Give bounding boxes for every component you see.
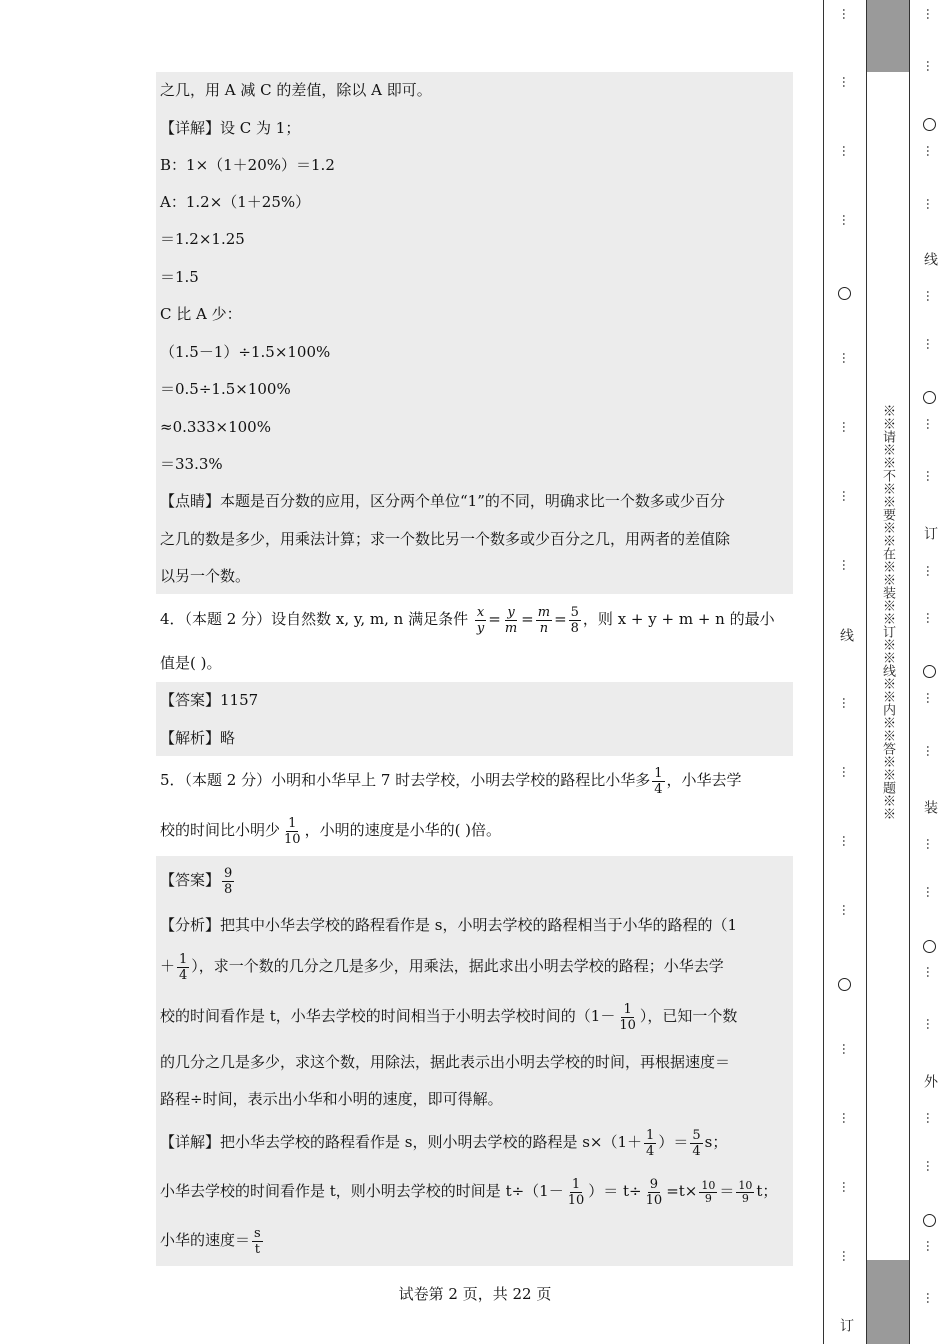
band-border-left — [866, 0, 867, 1344]
q5-detail-frac-s-t: $\frac{s}{t}$ — [254, 1225, 261, 1257]
outer-dots: … — [840, 766, 854, 777]
inner-dots: … — [924, 1112, 938, 1123]
band-warning-text: ※※请※※不※※要※※在※※装※※订※※线※※内※※答※※题※※ — [880, 404, 895, 820]
inner-dots: … — [924, 966, 938, 977]
q3-line-11: ＝33.3% — [160, 455, 223, 473]
outer-dots: … — [840, 904, 854, 915]
q5-detail-line-2: 小华去学校的时间看作是 t，则小明去学校的时间是 t÷（1－ $\frac{1}{10}$ ）＝ t÷ $\frac{9}{10}$ =t× $\frac{10}{9}$ ＝ $\frac{10}{9}$ t； — [160, 1176, 778, 1208]
page-footer: 试卷第 2 页，共 22 页 — [398, 1285, 552, 1303]
inner-dots: … — [924, 565, 938, 576]
q4-analysis: 【解析】略 — [160, 729, 236, 747]
q3-line-4: A：1.2×（1＋25%） — [160, 193, 311, 211]
q3-line-2: 【详解】设 C 为 1； — [160, 119, 301, 137]
inner-dots: … — [924, 1160, 938, 1171]
q5-stem-line-1: 5．（本题 2 分）小明和小华早上 7 时去学校，小明去学校的路程比小华多 $\frac{1}{4}$ ，小华去学 — [160, 765, 742, 797]
inner-dots: … — [924, 1240, 938, 1251]
q5-answer-frac: $\frac{9}{8}$ — [224, 865, 233, 897]
q5-frac-1-10: $\frac{1}{10}$ — [284, 815, 301, 847]
outer-ding-label: 订 — [838, 1318, 854, 1332]
inner-circle-mark — [923, 1214, 936, 1227]
outer-xian-label: 线 — [838, 628, 854, 642]
inner-dots: … — [924, 1292, 938, 1303]
inner-xian-label: 线 — [922, 252, 938, 266]
q5-detail-frac-1-4: $\frac{1}{4}$ — [646, 1127, 655, 1159]
q5-analysis-line-4: 的几分之几是多少，求这个数，用除法，据此表示出小明去学校的时间，再根据速度＝ — [160, 1053, 731, 1071]
inner-circle-mark — [923, 665, 936, 678]
q5-analysis-line-5: 路程÷时间，表示出小华和小明的速度，即可得解。 — [160, 1090, 503, 1108]
q4-frac-m-n: $\frac{m}{n}$ — [537, 604, 551, 636]
q4-frac-5-8: $\frac{5}{8}$ — [570, 604, 579, 636]
q5-analysis-line-1: 【分析】把其中小华去学校的路程看作是 s，小明去学校的路程相当于小华的路程的（1 — [160, 916, 738, 934]
inner-dots: … — [924, 838, 938, 849]
outer-border-left — [823, 0, 824, 1344]
q5-detail-line-1: 【详解】把小华去学校的路程看作是 s，则小明去学校的路程是 s×（1＋ $\frac{1}{4}$ ）＝ $\frac{5}{4}$ s； — [160, 1127, 728, 1159]
q3-line-10: ≈0.333×100% — [160, 418, 271, 436]
q3-line-9: ＝0.5÷1.5×100% — [160, 380, 291, 398]
inner-circle-mark — [923, 118, 936, 131]
outer-dots: … — [840, 490, 854, 501]
q5-analysis-frac-1-4: $\frac{1}{4}$ — [179, 951, 188, 983]
outer-dots: … — [840, 835, 854, 846]
q5-analysis-frac-1-10: $\frac{1}{10}$ — [619, 1001, 636, 1033]
q3-line-5: ＝1.2×1.25 — [160, 230, 245, 248]
q5-answer: 【答案】 $\frac{9}{8}$ — [160, 865, 233, 897]
q3-line-14: 以另一个数。 — [160, 567, 251, 585]
q3-line-7: C 比 A 少： — [160, 305, 242, 323]
outer-dots: … — [840, 1181, 854, 1192]
outer-dots: … — [840, 1043, 854, 1054]
q5-detail-frac-5-4: $\frac{5}{4}$ — [692, 1127, 701, 1159]
outer-dots: … — [840, 76, 854, 87]
q5-frac-1-4: $\frac{1}{4}$ — [654, 765, 663, 797]
outer-dots: … — [840, 421, 854, 432]
outer-dots: … — [840, 352, 854, 363]
outer-dots: … — [840, 559, 854, 570]
inner-zhuang-label: 装 — [922, 800, 938, 814]
inner-dots: … — [924, 338, 938, 349]
q3-line-6: ＝1.5 — [160, 268, 199, 286]
q3-line-12: 【点睛】本题是百分数的应用，区分两个单位“1”的不同，明确求比一个数多或少百分 — [160, 492, 725, 510]
q5-detail-frac-10-9-a: $\frac{10}{9}$ — [701, 1178, 716, 1205]
q5-detail-line-3: 小华的速度＝ $\frac{s}{t}$ — [160, 1225, 261, 1257]
q3-line-3: B：1×（1＋20%）＝1.2 — [160, 156, 335, 174]
outer-dots: … — [840, 145, 854, 156]
q5-detail-frac-9-10: $\frac{9}{10}$ — [645, 1176, 663, 1208]
inner-dots: … — [924, 198, 938, 209]
q4-frac-x-y: $\frac{x}{y}$ — [476, 604, 485, 636]
q4-frac-y-m: $\frac{y}{m}$ — [504, 604, 518, 636]
q5-detail-frac-10-9-b: $\frac{10}{9}$ — [738, 1178, 753, 1205]
inner-dots: … — [924, 418, 938, 429]
outer-dots: … — [840, 1250, 854, 1261]
q3-line-1: 之几，用 A 减 C 的差值，除以 A 即可。 — [160, 81, 432, 99]
inner-dots: … — [924, 470, 938, 481]
q4-answer: 【答案】1157 — [160, 691, 259, 709]
q5-stem-line-2: 校的时间比小明少 $\frac{1}{10}$ ，小明的速度是小华的( )倍。 — [160, 815, 502, 847]
inner-dots: … — [924, 692, 938, 703]
q3-line-8: （1.5－1）÷1.5×100% — [160, 343, 331, 361]
inner-dots: … — [924, 745, 938, 756]
outer-dots: … — [840, 697, 854, 708]
inner-circle-mark — [923, 391, 936, 404]
inner-dots: … — [924, 145, 938, 156]
inner-wai-label: 外 — [922, 1074, 938, 1088]
outer-dots: … — [840, 8, 854, 19]
outer-circle-mark — [838, 978, 851, 991]
band-border-right — [909, 0, 910, 1344]
q3-line-13: 之几的数是多少，用乘法计算；求一个数比另一个数多或少百分之几，用两者的差值除 — [160, 530, 731, 548]
inner-dots: … — [924, 886, 938, 897]
inner-ding-label: 订 — [922, 526, 938, 540]
outer-circle-mark — [838, 287, 851, 300]
q4-stem-cont: 值是( )。 — [160, 654, 222, 672]
q4-stem: 4．（本题 2 分）设自然数 x, y, m, n 满足条件 $\frac{x}{y}$ = $\frac{y}{m}$ = $\frac{m}{n}$ = $\frac{5}{8}$ ，则 x + y + m + n 的最小 — [160, 604, 775, 636]
q5-analysis-line-2: ＋ $\frac{1}{4}$ ），求一个数的几分之几是多少，用乘法，据此求出小明去学校的路程；小华去学 — [160, 951, 724, 983]
inner-circle-mark — [923, 940, 936, 953]
q5-detail-frac-1-10: $\frac{1}{10}$ — [567, 1176, 585, 1208]
inner-dots: … — [924, 60, 938, 71]
inner-dots: … — [924, 8, 938, 19]
outer-dots: … — [840, 1112, 854, 1123]
q5-analysis-line-3: 校的时间看作是 t，小华去学校的时间相当于小明去学校时间的（1－ $\frac{1}{10}$ ），已知一个数 — [160, 1001, 738, 1033]
inner-dots: … — [924, 1018, 938, 1029]
inner-dots: … — [924, 290, 938, 301]
outer-dots: … — [840, 214, 854, 225]
inner-dots: … — [924, 612, 938, 623]
answer-block-q3 — [156, 72, 793, 594]
